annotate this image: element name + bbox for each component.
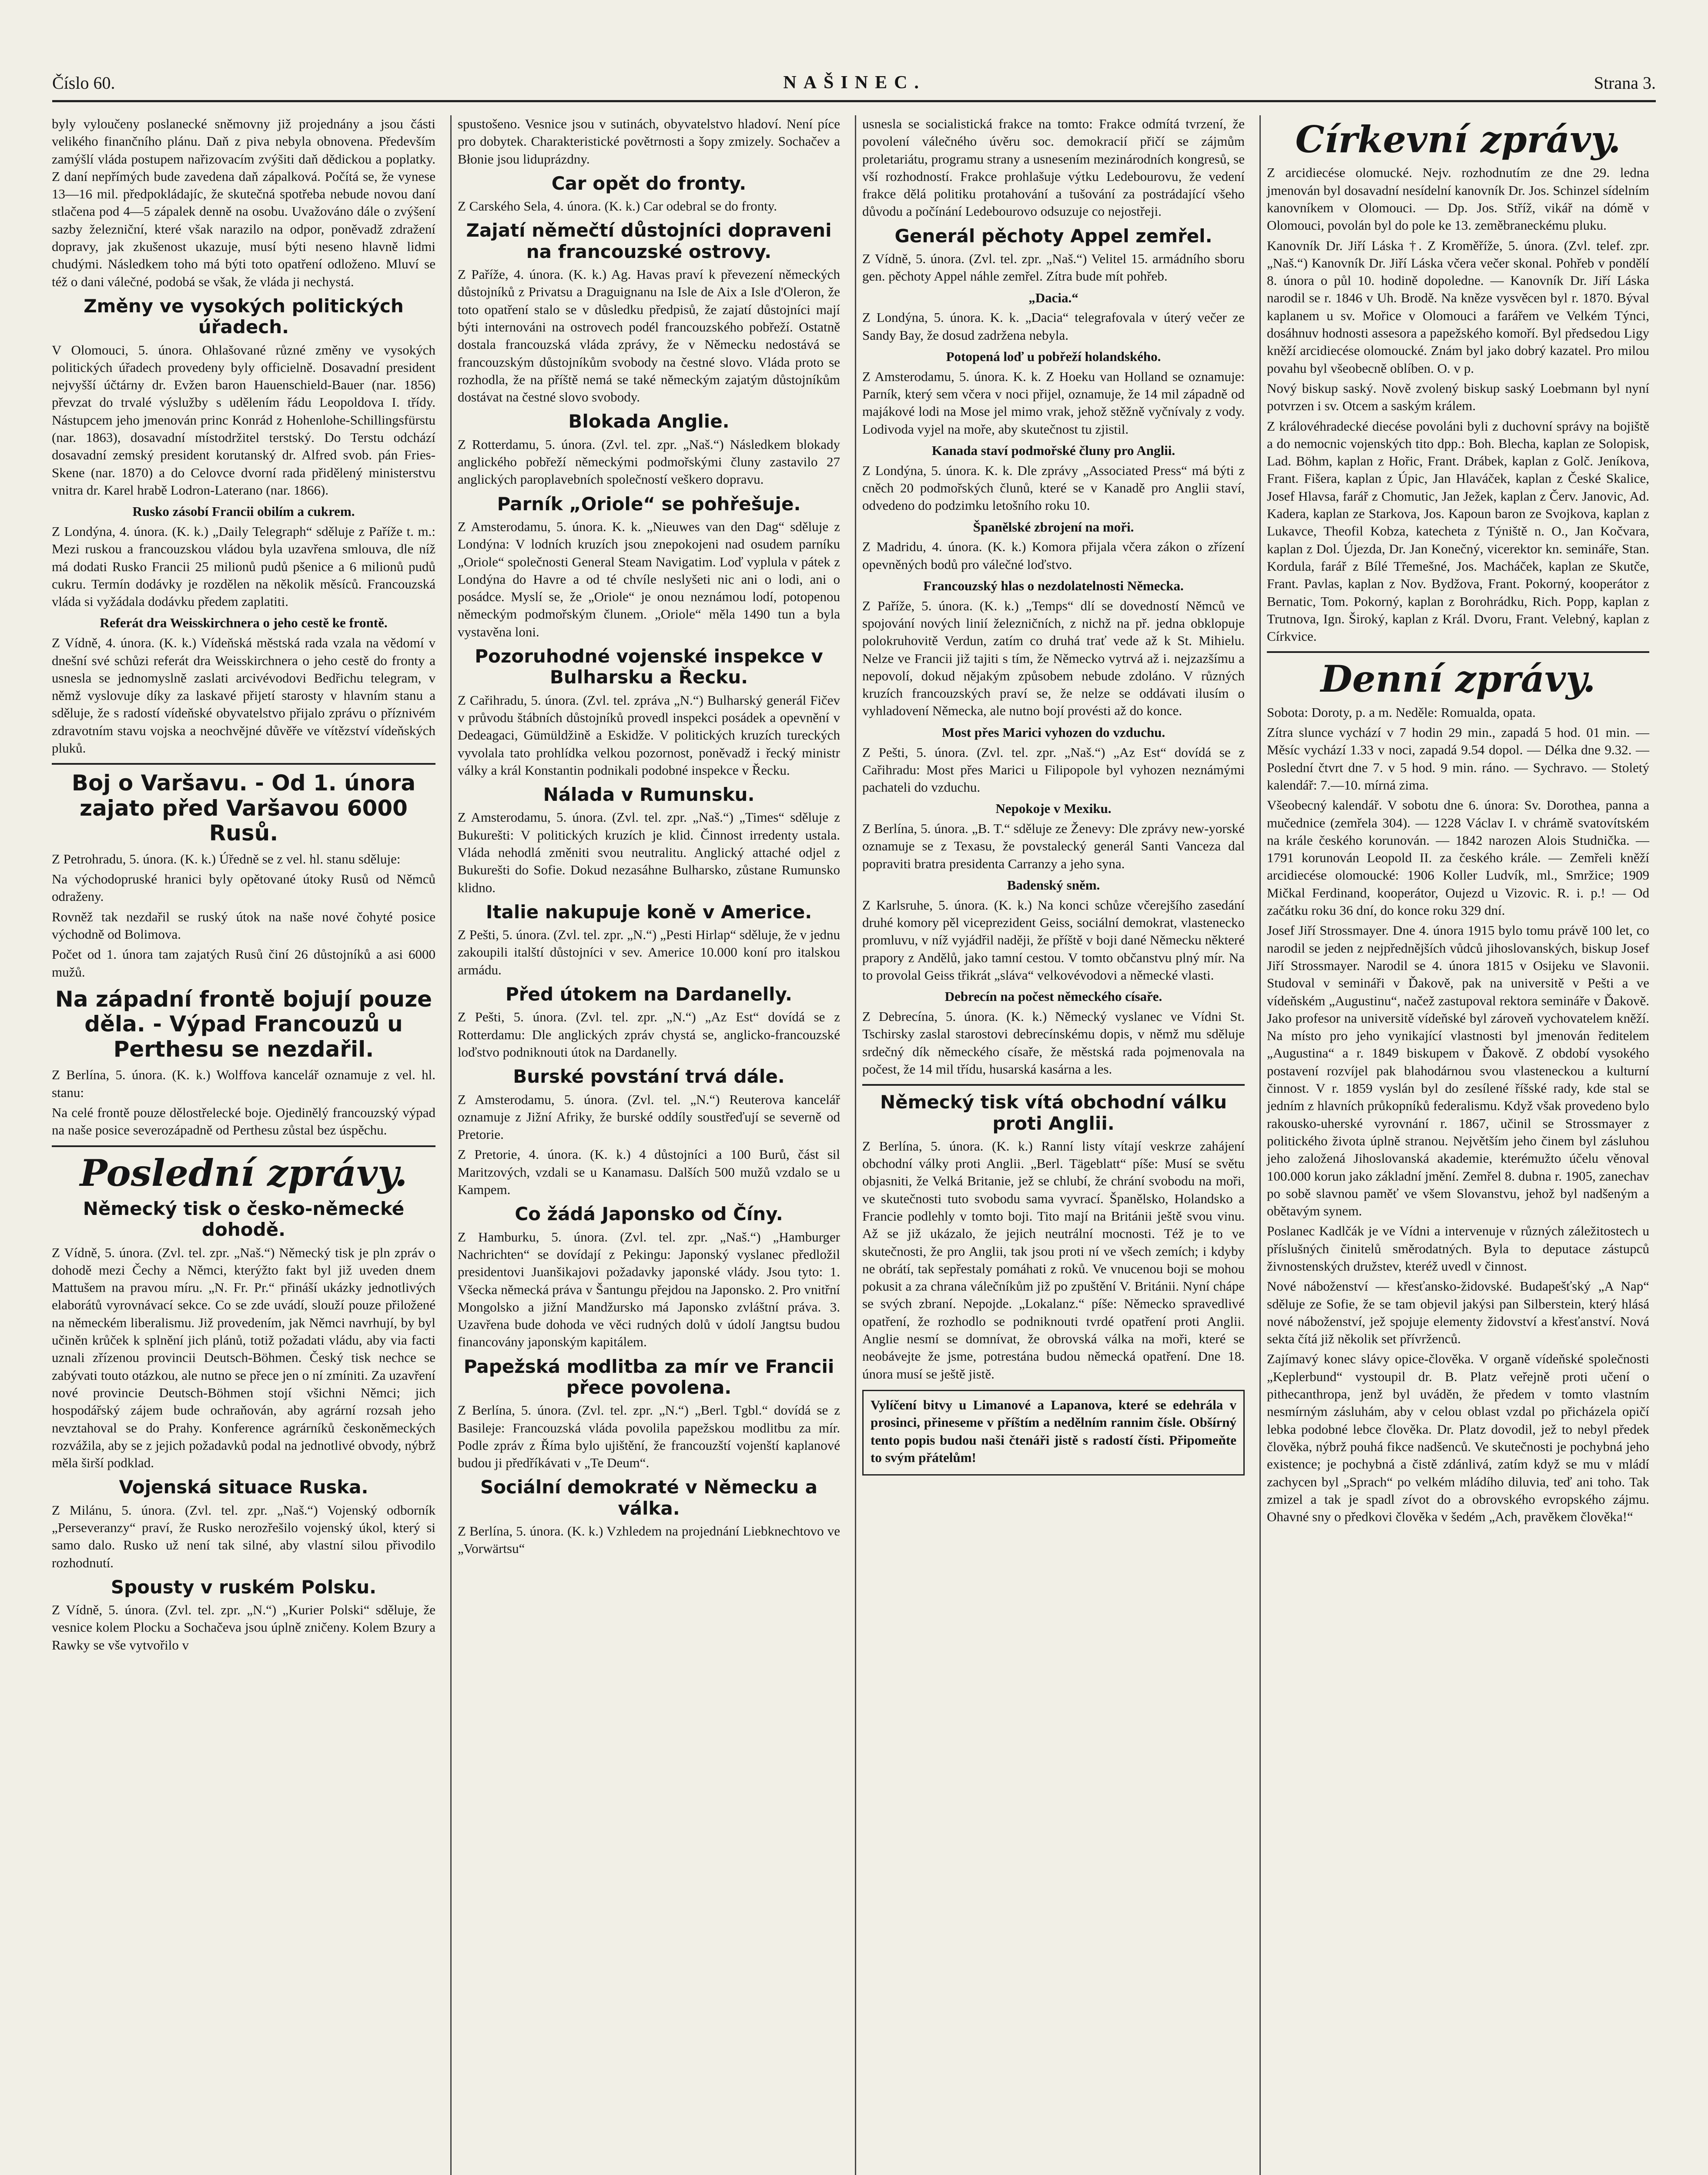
article-headline: Spousty v ruském Polsku. — [111, 1576, 377, 1598]
article-paragraph: Z Milánu, 5. února. (Zvl. tel. zpr. „Naš.“) Vojenský odborník „Perseveranzy“ praví, že Rusko nerozřešilo vojenský úkol, který si samo dalo. Rusko už není tak silné, aby vlastní silou přivodilo rozhodnutí. — [52, 1502, 435, 1570]
notice-box — [862, 1390, 1245, 1476]
article-paragraph: spustošeno. Vesnice jsou v sutinách, obyvatelstvo hladoví. Není píce pro dobytek. Charakteristické povětrnosti a šopy zmizely. Sochačev a Błonie jsou liduprázdny. — [458, 116, 840, 167]
newspaper-title: NAŠINEC. — [783, 73, 926, 93]
column-3 — [855, 115, 1251, 2175]
article-headline: Zajatí němečtí důstojníci dopraveni na francouzské ostrovy. — [466, 220, 832, 262]
article-paragraph: Na celé frontě pouze dělostřelecké boje. Ojedinělý francouzský výpad na naše posice severozápadně od Perthesu zůstal bez úspěchu. — [52, 1104, 435, 1138]
article-paragraph: Kanovník Dr. Jiří Láska †. Z Kroměříže, 5. února. (Zvl. telef. zpr. „Naš.“) Kanovník Dr. Jiří Láska včera večer skonal. Pohřeb v pondělí 8. února o půl 10. hodině dopoledne. — Kanovník Dr. Jiří Láska narodil se r. 1846 v Uh. Brodě. Na kněze vysvěcen byl r. 1870. Býval kaplanem u sv. Mořice v Olomouci a farářem ve Velkém Týnci, dosáhnuv hodnosti assesora a papežského komoří. Byl předsedou Ligy kněží arcidiecése olomoucké. Znám byl jako dobrý kazatel. Pro milou povahu byl všeobecně oblíben. O. v p. — [1267, 238, 1649, 376]
article-paragraph: Z Berlína, 5. února. (K. k.) Wolffova kancelář oznamuje z vel. hl. stanu: — [52, 1067, 435, 1100]
article-paragraph: Nové náboženství — křesťansko-židovské. Budapešťský „A Nap“ sděluje ze Sofie, že se tam objevil jakýsi pan Silberstein, který hlásá nové náboženství, jež spojuje elementy židovství a křesťanství. Nová sekta čítá již několik set přívrženců. — [1267, 1278, 1649, 1347]
article-headline: Vojenská situace Ruska. — [119, 1476, 368, 1498]
article-headline: Badenský sněm. — [1007, 877, 1100, 893]
article-paragraph: Z Vídně, 5. února. (Zvl. tel. zpr. „Naš.“) Velitel 15. armádního sboru gen. pěchoty Appel náhle zemřel. Zítra bude mít pohřeb. — [862, 251, 1245, 284]
article-paragraph: Z Hamburku, 5. února. (Zvl. tel. zpr. „Naš.“) „Hamburger Nachrichten“ se dovídají z Pekingu: Japonský vyslanec předložil presidentovi Juanšikajovi požadavky japonské vlády. Jsou tyto: 1. Všecka německá práva v Šantungu přejdou na Japonsko. 2. Pro vnitřní Mongolsko a jižní Mandžursko má Japonsko zvláštní práva. 3. Uzavřena bude dohoda ve věci rudných dolů v údolí Jangtsu budou financovány japonským kapitálem. — [458, 1229, 840, 1350]
article-paragraph: Z Paříže, 5. února. (K. k.) „Temps“ dlí se dovedností Němců ve spojování nových linií železničních, z nichž na př. jedna obklopuje polokruhovitě Verdun, zatím co druhá trať vede až k St. Mihielu. Nelze ve Francii již tajiti s tím, že Německo vytrvá až i. nejzazšímu a nepovolí, dokud nějakým způsobem nebude zdoláno. V různých kruzích francouzských praví se, že nelze se oddávati ilusím o vyhladovení Německa, ale nutno bojí provésti až do konce. — [862, 598, 1245, 719]
article-paragraph: Z Cařihradu, 5. února. (Zvl. tel. zpráva „N.“) Bulharský generál Fičev v průvodu štábních důstojníků provedl inspekci posádek a opevnění v Dedeagaci, Gümüldžině a Eskidže. V politických kruzích tureckých vyvolala tato prohlídka velkou pozornost, poněvadž i řecký ministr války a král Konstantin podnikali podobné inspekce v Řecku. — [458, 692, 840, 778]
article-paragraph: Z Petrohradu, 5. února. (K. k.) Úředně se z vel. hl. stanu sděluje: — [52, 851, 401, 867]
article-paragraph: Z Berlína, 5. února. (K. k.) Ranní listy vítají veskrze zahájení obchodní války proti Anglii. „Berl. Tägeblatt“ píše: Musí se světu objasniti, že Velká Britanie, jež se chlubí, že chrání svobodu na moři, ve skutečnosti tuto svobodu sama vyvrací. Španělsko, Holandsko a Francie podlehly v tomto boji. Tito mají na Británii ještě svou vinu. Až se již ukázalo, že jejich neutrální mocnosti. Též je to ve skutečnosti, že pro Anglii, tak jsou proti ní ve všech zemích; i kdyby ne obrátí, tak sepřestaly pomáhati z roků. Ve vnucenou boji se mohou pokusit a za chrana válečníkům již po zpuštění V. Británii. Nyní chápe se svých zbraní. Nepojde. „Lokalanz.“ píše: Německo spravedlivé opatření, že rozhodlo se podniknouti tvrdé opatření proti Anglii. Anglie nesmí se domnívat, že obrovská válka na moři, které se neobávejte že jsme, potrestána budou německá opatření. Dne 18. února musí se ještě jistě. — [862, 1138, 1245, 1382]
column-divider-rule — [1267, 651, 1649, 653]
article-paragraph: Z Londýna, 4. února. (K. k.) „Daily Telegraph“ sděluje z Paříže t. m.: Mezi ruskou a francouzskou vládou byla uzavřena smlouva, dle níž má dodati Rusko Francii 25 milionů pudů pšenice a 6 milionů pudů cukru. Termín dodávky je rozdělen na několik měsíců. Francouzská vláda si vyžádala dodávku předem zaplatiti. — [52, 523, 435, 609]
article-paragraph: Z arcidiecése olomucké. Nejv. rozhodnutím ze dne 29. ledna jmenován byl dosavadní nesídelní kanovník Dr. Jos. Schinzel sídelním kanovníkem v Olomouci. — Dp. Jos. Stříž, vikář na dómě v Olomouci, povolán byl do pole ke 13. zeměbraneckému pluku. — [1267, 165, 1649, 233]
article-paragraph: Z Rotterdamu, 5. února. (Zvl. tel. zpr. „Naš.“) Následkem blokady anglického pobřeží německými podmořskými čluny zastavilo 27 anglických paroplavebních společností veškero dopravu. — [458, 436, 840, 487]
article-paragraph: Zajímavý konec slávy opice-člověka. V organě vídeňské společnosti „Keplerbund“ vystoupil dr. B. Platz veřejně proti učení o pithecanthropa, jenž byl uváděn, že předem v tomto vlastním nesmírným zásluhám, aby v celou oblast vzdal po přicházela opičí lebka podobné lebce člověka. Dr. Platz dovodil, jež to nebyl předek člověka, nýbrž pouhá fikce nadšenců. Ve skutečnosti je pochybná jeho existence; je pochybná a čistě zdánlivá, zatím když se mu v mládí zachycen byl „Sprach“ po velkém mládího diluvia, teď ani toho. Tak zmizel a tak je spadl zívot do a obrovského evropského zájmu. Ohavné sny o předkovi člověka v šedém „Ach, pravěkem člověka!“ — [1267, 1351, 1649, 1525]
article-paragraph: Z Paříže, 4. února. (K. k.) Ag. Havas praví k převezení německých důstojníků z Privatsu a Draguignanu na Isle de Aix a Isle d'Oleron, že toto opatření stalo se v důsledku předpisů, že zajatí důstojníci mají býti internováni na ostrovech podél francouzského pobřeží. Ostatně dostala francouzská vláda zprávy, že v Německu nedostává se francouzským důstojníkům svobody na čestné slovo. Vláda proto se rozhodla, že na příště nemá se také německým zajatým důstojníkům dostávat na čestné slovo svobody. — [458, 267, 840, 405]
article-paragraph: Sobota: Doroty, p. a m. Neděle: Romualda, opata. — [1267, 704, 1536, 720]
article-paragraph: Z Vídně, 4. února. (K. k.) Vídeňská městská rada vzala na vědomí v dnešní své schůzi referát dra Weisskirchnera o jeho cestě do fronty a usnesla se jednomyslně zaslati arcivévodovi Bedřichu telegram, v němž vyslovuje díky za laskavé přijetí starosty v hlavním stanu a sděluje, že s radostí vídeňské obyvatelstvo přijalo zprávu o příznivém zdravotním stavu vojska a neochvějné důvěře ve vítězství vídeňských pluků. — [52, 635, 435, 756]
article-headline: Francouzský hlas o nezdolatelnosti Německa. — [923, 578, 1184, 593]
article-headline: Papežská modlitba za mír ve Francii přece povolena. — [463, 1355, 834, 1398]
article-paragraph: Z Amsterodamu, 5. února. (Zvl. tel. zpr. „Naš.“) „Times“ sděluje z Bukurešti: V politických kruzích je klid. Činnost irredenty ustala. Vláda nehodlá změniti svou neutralitu. Anglický attaché odjel z Bukurešti do Sofie. Dokud nezasáhne Bulharsko, zůstane Rumunsko klidno. — [458, 810, 840, 895]
article-paragraph: Z Karlsruhe, 5. února. (K. k.) Na konci schůze včerejšího zasedání druhé komory pěl viceprezident Geiss, sociální demokrat, vlastenecko promluvu, v níž vyjádřil naději, že příště v boji dané Německu některé prapory z Andělů, jako tamní cestou. V tomto občanstvu plný mír. Na to provolal Geiss třikrát „sláva“ velkovévodovi a německé vlasti. — [862, 897, 1245, 983]
article-paragraph: Počet od 1. února tam zajatých Rusů činí 26 důstojníků a asi 6000 mužů. — [52, 947, 435, 980]
article-paragraph: usnesla se socialistická frakce na tomto: Frakce odmítá tvrzení, že povolení válečného úvěru soc. demokracií přičí se zájmům proletariátu, programu strany a usnesením mezinárodních kongresů, se vší rozhodností. Frakce prohlašuje výtku Ledebourovu, že vedení frakce dělá politiku protahování a tušování za postrádající všeho důvodu a počínání Ledebourovo odsuzuje co nejostřeji. — [862, 116, 1245, 219]
article-paragraph: Z Pešti, 5. února. (Zvl. tel. zpr. „Naš.“) „Az Est“ dovídá se z Cařihradu: Most přes Marici u Filipopole byl vyhozen neznámými pachateli do vzduchu. — [862, 744, 1245, 795]
section-heading: Denní zprávy. — [1320, 657, 1596, 701]
section-heading: Poslední zprávy. — [80, 1151, 408, 1195]
article-paragraph: Z Pešti, 5. února. (Zvl. tel. zpr. „N.“) „Pesti Hirlap“ sděluje, že v jednu zakoupili italští důstojníci v sev. Americe 10.000 koní pro italskou armádu. — [458, 927, 840, 977]
article-paragraph: Z Berlína, 5. února. „B. T.“ sděluje ze Ženevy: Dle zprávy new-yorské oznamuje se z Texasu, že povstalecký generál Santi Vanceza dal popraviti bratra presidenta Carranzy a jeho syna. — [862, 821, 1245, 871]
article-paragraph: Josef Jiří Strossmayer. Dne 4. února 1915 bylo tomu právě 100 let, co narodil se jeden z nejpřednějších vůdců jihoslovanských, biskup Josef Jiří Strossmayer. Narodil se 4. února 1815 v Osijeku ve Slavonii. Studoval v semináři v Ďakově, pak na universitě v Pešti a ve vídeňském „Augustinu“, načež zastupoval rektora semináře v Ďakově. Jako profesor na universitě vídeňské byl zároveň vychovatelem kněží. Na místo pro jeho vynikající vlastnosti byl jmenován ředitelem „Augustina“ a r. 1849 biskupem v Ďakově. Z období vysokého postavení rozvíjel pak blahodárnou svou vlasteneckou a kulturní činnost. V r. 1859 vyslán byl do zesílené říšské rady, kde stal se jedním z hlavních průkopníků federalismu. Když však provedeno bylo rakousko-uherské vyrovnání r. 1867, učinil se Strossmayer z politického života úplně stranou. Největším jeho činem byl zásluhou jeho založená Jihoslovanská akademie, kterémužto účelu věnoval 100.000 korun jako základní jmění. Zemřel 8. dubna r. 1905, zanechav po sobě slavnou paměť ve všem Slovanstvu, jehož byl nadšeným a obětavým synem. — [1267, 923, 1649, 1219]
article-headline: Na západní frontě bojují pouze děla. - Výpad Francouzů u Perthesu se nezdařil. — [55, 986, 432, 1062]
article-headline: Burské povstání trvá dále. — [513, 1066, 785, 1088]
column-divider-rule — [52, 763, 435, 765]
article-headline: Nálada v Rumunsku. — [543, 784, 755, 806]
article-paragraph: byly vyloučeny poslanecké sněmovny již projednány a jsou části velikého finančního plánu. Daň z piva nebyla obnovena. Především zamýšlí vláda postupem nařizovacím zvýšiti daň dědickou a poplatky. Z daní nepřímých bude zavedena daň zápalková. Počítá se, že vynese 13—16 mil. předpokládajíc, že skutečná spotřeba nebude novou daní stlačena pod 4—5 zápalek denně na osobu. Uvažováno dále o zvýšení sazby železniční, které však narazilo na odpor, poněvadž zdražení dopravy, jak zkušenost ukazuje, musí býti neseno hlavně lidmi chudými. Následkem toho má býti toto opatření odloženo. Mluví se též o dani válečné, podobá se však, že vláda ji nechystá. — [52, 116, 435, 289]
article-paragraph: Z Amsterodamu, 5. února. K. k. „Nieuwes van den Dag“ sděluje z Londýna: V lodních kruzích jsou znepokojeni nad osudem parníku „Oriole“ společnosti General Steam Navigatim. Loď vyplula v pátek z Londýna do Havre a od té chvíle neslyšeti nic ani o lodi, ani o posádce. Myslí se, že „Oriole“ je onou neznámou lodí, potopenou německým podmořským člunem. „Oriole“ měla 1490 tun a byla vystavěna loni. — [458, 519, 840, 639]
columns — [46, 115, 1655, 2175]
article-headline: Most přes Marici vyhozen do vzduchu. — [941, 724, 1165, 740]
article-headline: Boj o Varšavu. - Od 1. února zajato před Varšavou 6000 Rusů. — [71, 770, 416, 846]
article-paragraph: Z Pešti, 5. února. (Zvl. tel. zpr. „N.“) „Az Est“ dovídá se z Rotterdamu: Dle anglických zpráv chystá se, anglicko-francouzské loďstvo podniknouti útok na Dardanelly. — [458, 1009, 840, 1060]
page-header — [52, 65, 1656, 102]
article-headline: Sociální demokraté v Německu a válka. — [480, 1476, 817, 1519]
article-paragraph: Z Londýna, 5. února. K. k. Dle zprávy „Associated Press“ má býti z cněch 20 podmořských člunů, které se v Kanadě pro Anglii staví, odvedeno do podzimku letošního roku 10. — [862, 462, 1245, 513]
article-paragraph: Z královéhradecké diecése povoláni byli z duchovní správy na bojiště a do nemocnic vojenských tito dpp.: Boh. Blecha, kaplan ze Solopisk, Lad. Böhm, kaplan z Hořic, Frant. Drábek, kaplan z Golč. Jeníkova, Frant. Fišera, kaplan z Úpic, Jan Hlaváček, kaplan z České Skalice, Josef Hlavsa, farář z Chomutic, Jan Ježek, kaplan z Červ. Janovic, Ad. Kadera, kaplan ze Starkova, Jos. Kapoun baron ze Svojkova, kaplan z Lukavce, Theofil Kobza, katecheta z Týniště n. O., Jan Kočvara, kaplan z Dol. Újezda, Dr. Jan Konečný, vicerektor kn. semináře, Stan. Kordula, farář z Bílé Třemešné, Jos. Macháček, kaplan ze Skutče, Frant. Pavlas, kaplan z Nov. Bydžova, Frant. Pokorný, kooperátor z Bernatic, Tom. Pokorný, kaplan z Borohrádku, Rich. Popp, kaplan z Trutnova, Ign. Široký, kaplan z Král. Dvoru, Frant. Velebný, kaplan z Církvice. — [1267, 418, 1649, 644]
article-paragraph: Na východopruské hranici byly opětované útoky Rusů od Němců odraženy. — [52, 871, 435, 904]
section-heading: Církevní zprávy. — [1295, 118, 1621, 161]
article-paragraph: Z Pretorie, 4. února. (K. k.) 4 důstojníci a 100 Burů, část sil Maritzových, vzdali se u Kanamasu. Dalších 500 mužů vzdalo se u Kampem. — [458, 1147, 840, 1198]
article-headline: „Dacia.“ — [1028, 290, 1078, 305]
article-headline: Car opět do fronty. — [551, 172, 747, 194]
article-paragraph: Všeobecný kalendář. V sobotu dne 6. února: Sv. Dorothea, panna a mučednice (zemřela 304). — 1228 Václav I. v chrámě svatovítském na krále českého korunován. — 1842 narozen Alois Studnička. — 1791 korunován Leopold II. za českého krále. — Zemřeli kněží arcidiecése olomoucké: 1906 Koller Ludvík, ml., Smržice; 1909 Mičkal Ferdinand, kooperátor, Oujezd u Vizovic. R. i. p.! — Od začátku roku 36 dní, do konce roku 329 dní. — [1267, 797, 1649, 918]
article-paragraph: V Olomouci, 5. února. Ohlašované různé změny ve vysokých politických úřadech provedeny byly officielně. Dosavadní president nejvyšší účtárny dr. Evžen baron Hauenschield-Bauer (nar. 1856) převzat do trvalé výslužby s udělením řádu Leopoldova I. třídy. Nástupcem jeho jmenován princ Konrád z Hohenlohe-Schillingsfürstu (nar. 1863), dosavadní místodržitel terstský. Do Terstu odchází dosavadní zemský president korutanský dr. Alfred svob. pán Fries-Skene (nar. 1870) a do Celovce dvorní rada přidělený ministerstvu vnitra dr. Karel hrabě Lodron-Laterano (nar. 1866). — [52, 342, 435, 498]
article-paragraph: Z Madridu, 4. února. (K. k.) Komora přijala včera zákon o zřízení opevněných bodů pro válečné loďstvo. — [862, 539, 1245, 572]
column-4 — [1259, 115, 1655, 2175]
article-headline: Parník „Oriole“ se pohřešuje. — [497, 493, 801, 515]
article-headline: Generál pěchoty Appel zemřel. — [894, 225, 1212, 247]
notice-text: Vylíčení bitvy u Limanové a Lapanova, které se edehrála v prosinci, přineseme v příštím a nedělním rannim čísle. Obšírný tento popis budou naši čtenáři jistě s radostí čísti. Připomeňte to svým přátelům! — [871, 1397, 1236, 1465]
article-headline: Změny ve vysokých politických úřadech. — [84, 295, 404, 338]
article-headline: Německý tisk o česko-německé dohodě. — [83, 1198, 405, 1241]
column-divider-rule — [52, 1145, 435, 1147]
column-divider-rule — [862, 1084, 1245, 1086]
article-headline: Před útokem na Dardanelly. — [505, 984, 793, 1005]
article-paragraph: Z Berlína, 5. února. (Zvl. tel. zpr. „N.“) „Berl. Tgbl.“ dovídá se z Basileje: Francouzská vláda povolila papežskou modlitbu za mír. Podle zpráv z Říma bylo ujištění, že francouzští vojenští kaplanové budou ji předříkávati v „Te Deum“. — [458, 1402, 840, 1471]
article-paragraph: Poslanec Kadlčák je ve Vídni a intervenuje v různých záležitostech u příslušných činitelů směrodatných. Byla to deputace zástupců živnostenských družstev, kteréž uvedl v činnost. — [1267, 1223, 1649, 1274]
article-paragraph: Zítra slunce vychází v 7 hodin 29 min., zapadá 5 hod. 01 min. — Měsíc vychází 1.33 v noci, zapadá 9.54 dopol. — Délka dne 9.32. — Poslední čtvrt dne 7. v 5 hod. 9 min. ráno. — Sychravo. — Stoletý kalendář: 7.—10. mírná zima. — [1267, 725, 1649, 793]
issue-number: Číslo 60. — [52, 73, 115, 93]
article-paragraph: Z Carského Sela, 4. února. (K. k.) Car odebral se do fronty. — [458, 198, 777, 214]
column-1 — [46, 115, 442, 2175]
article-headline: Co žádá Japonsko od Číny. — [515, 1203, 783, 1225]
article-headline: Pozoruhodné vojenské inspekce v Bulharsku a Řecku. — [475, 646, 823, 688]
article-headline: Referát dra Weisskirchnera o jeho cestě ke frontě. — [100, 615, 388, 631]
article-paragraph: Z Berlína, 5. února. (K. k.) Vzhledem na projednání Liebknechtovo ve „Vorwärtsu“ — [458, 1523, 840, 1556]
article-paragraph: Z Vídně, 5. února. (Zvl. tel. zpr. „N.“) „Kurier Polski“ sděluje, že vesnice kolem Plocku a Sochačeva jsou úplně zničeny. Kolem Bzury a Rawky se vše vytvořilo v — [52, 1602, 435, 1653]
article-headline: Potopená loď u pobřeží holandského. — [946, 349, 1161, 365]
column-2 — [450, 115, 846, 2175]
article-paragraph: Z Vídně, 5. února. (Zvl. tel. zpr. „Naš.“) Německý tisk je pln zpráv o dohodě mezi Čechy a Němci, kterýžto fakt byl již uveden dnem Mattušem na pravou míru. „N. Fr. Pr.“ přináší ukázky jednotlivých elaborátů vyrovnávací sekce. Co se zde uvádí, slouží pouze přiložené na německém liberalismu. Již provedením, jak Němci navrhují, by byl učiněn krůček k splnění jich plánů, totiž požadati vládu, aby via facti uznali zřízenou provincii Deutsch-Böhmen. Český tisk nechce se zabývati touto otázkou, ale nutno se přece jen o ní zmíniti. Za uzavření nové provincie Deutsch-Böhmen stojí všichni Němci; jich hospodářský zájem bude ochraňován, aby agrární rozsah jeho nevztahoval se do Prahy. Konference agrárníků českoněmeckých rozvážila, aby se z jejich požadavků podal na jednotlivé obvody, nýbrž měla širší podklad. — [52, 1245, 435, 1471]
article-headline: Blokada Anglie. — [568, 411, 730, 432]
article-paragraph: Z Londýna, 5. února. K. k. „Dacia“ telegrafovala v úterý večer ze Sandy Bay, že dosud zadržena nebyla. — [862, 310, 1245, 343]
article-paragraph: Z Debrecína, 5. února. (K. k.) Německý vyslanec ve Vídni St. Tschirsky zaslal starostovi debrecínskému dopis, v němž mu sděluje srdečný dík německého císaře, že městská rada pojmenovala na počest, že 14 mil třídu, husarská kasárna a les. — [862, 1009, 1245, 1077]
page-number: Strana 3. — [1594, 73, 1656, 93]
article-paragraph: Z Amsterodamu, 5. února. K. k. Z Hoeku van Holland se oznamuje: Parník, který sem včera v noci přijel, oznamuje, že 14 mil západně od majákové lodi na Mose jel mimo vrak, jehož stěžně vyčnívaly z vody. Lodivoda vyjel na moře, aby skutečnost tu zjistil. — [862, 368, 1245, 437]
article-paragraph: Z Amsterodamu, 5. února. (Zvl. tel. „N.“) Reuterova kancelář oznamuje z Jižní Afriky, že burské oddíly soustřeďují se severně od Pretorie. — [458, 1091, 840, 1142]
article-headline: Nepokoje v Mexiku. — [995, 801, 1112, 816]
article-paragraph: Nový biskup saský. Nově zvolený biskup saský Loebmann byl nyní potvrzen i sv. Otcem a saským králem. — [1267, 380, 1649, 414]
article-headline: Rusko zásobí Francii obilím a cukrem. — [132, 504, 355, 519]
article-headline: Italie nakupuje koně v Americe. — [486, 901, 812, 923]
article-headline: Kanada staví podmořské čluny pro Anglii. — [931, 442, 1176, 458]
article-headline: Německý tisk vítá obchodní válku proti Anglii. — [880, 1091, 1227, 1134]
article-headline: Španělské zbrojení na moři. — [973, 519, 1134, 535]
article-paragraph: Rovněž tak nezdařil se ruský útok na naše nové čohyté posice východně od Bolimova. — [52, 909, 435, 942]
article-headline: Debrecín na počest německého císaře. — [944, 989, 1162, 1004]
